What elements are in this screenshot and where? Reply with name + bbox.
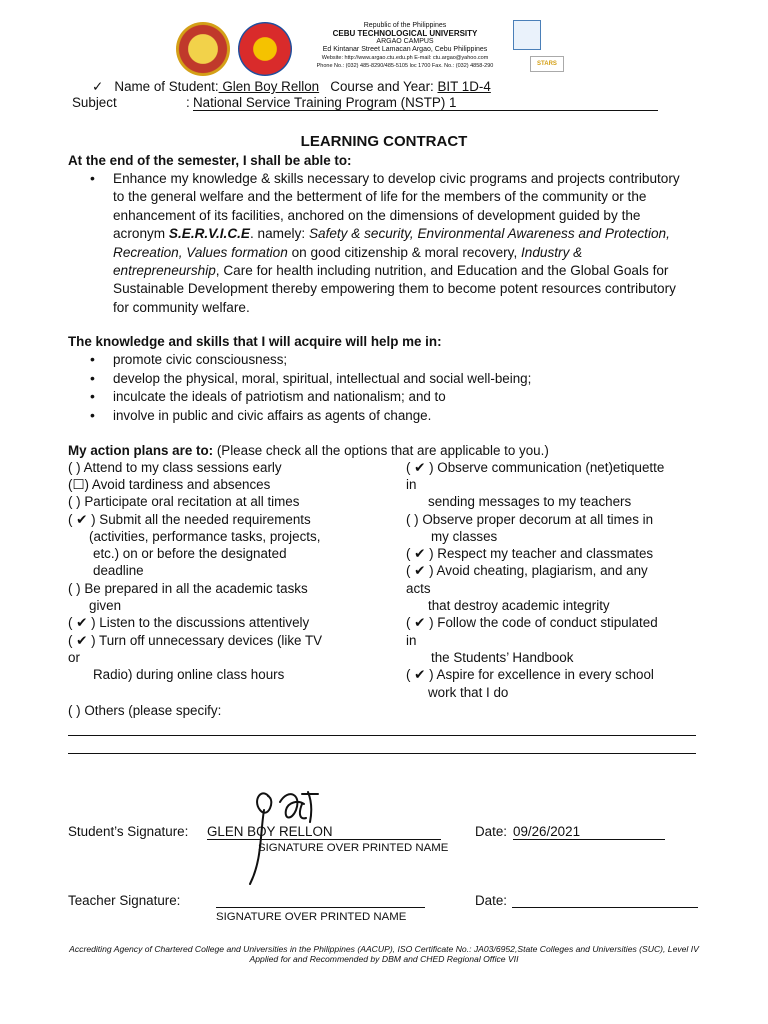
student-signature-label: Student’s Signature:	[68, 824, 189, 839]
bullet-icon: •	[90, 370, 95, 386]
action-item-right[interactable]: ( ✔ ) Avoid cheating, plagiarism, and any	[406, 563, 648, 578]
action-item-right-continued: work that I do	[428, 685, 509, 700]
action-item-right-continued: in	[406, 477, 417, 492]
action-plans-note: (Please check all the options that are applicable to you.)	[213, 443, 549, 458]
goal-paragraph	[113, 170, 683, 317]
republic-line: Republic of the Philippines	[363, 22, 447, 29]
action-item-right-continued: in	[406, 633, 417, 648]
letterhead-text	[300, 22, 510, 70]
teacher-date-line[interactable]	[512, 907, 698, 908]
action-item-right[interactable]: ( ✔ ) Observe communication (net)etiquette	[406, 460, 665, 475]
bullet-icon: •	[90, 388, 95, 404]
campus-name: ARGAO CAMPUS	[376, 38, 434, 45]
teacher-printed-name-caption: SIGNATURE OVER PRINTED NAME	[216, 911, 407, 923]
contact-line-1: Website: http://www.argao.ctu.edu.ph E-mail: ctu.argao@yahoo.com	[321, 55, 489, 61]
goal-text-4: , Care for health including nutrition, and Education and the Global Goals for Sustainable Development thereby empowering them to become potent resources contributory for community welfare.	[113, 263, 676, 315]
stars-logo: STARS	[530, 56, 564, 72]
teacher-date-label: Date:	[475, 893, 508, 908]
bullet-icon: •	[90, 170, 95, 186]
goal-text-1: Enhance my knowledge & skills necessary to develop civic programs and projects contributory to the general welfare and the betterment of life for the members of the community or the enhancement of its facilities, anchored on the dimensions of development guided by the acronym	[113, 171, 680, 242]
student-signature-value[interactable]: GLEN BOY RELLON	[207, 824, 441, 840]
bullet-icon: •	[90, 351, 95, 367]
goal-text-3: on good citizenship & moral recovery,	[287, 244, 522, 260]
action-item-left-continued: or	[68, 650, 80, 665]
asean-seal-icon	[238, 22, 292, 76]
action-item-left-continued: Radio) during online class hours	[93, 667, 285, 682]
others-line-1	[68, 735, 696, 736]
skill-item: inculcate the ideals of patriotism and nationalism; and to	[113, 389, 446, 404]
name-value: Glen Boy Rellon	[218, 79, 320, 94]
action-item-left[interactable]: ( ) Be prepared in all the academic tasks	[68, 581, 308, 596]
action-item-right[interactable]: ( ) Observe proper decorum at all times in	[406, 512, 654, 527]
iso-certification-icon	[513, 20, 541, 50]
subject-label: Subject	[72, 95, 117, 110]
action-item-left[interactable]: ( ) Participate oral recitation at all times	[68, 494, 300, 509]
action-item-right-continued: sending messages to my teachers	[428, 494, 632, 509]
action-item-left-continued: etc.) on or before the designated	[93, 546, 287, 561]
action-plans-heading-row	[68, 443, 549, 458]
action-item-left[interactable]: ( ✔ ) Turn off unnecessary devices (like TV	[68, 633, 323, 648]
checkmark-icon: ✓	[92, 79, 104, 94]
action-item-right-continued: my classes	[431, 529, 498, 544]
action-item-right[interactable]: ( ✔ ) Follow the code of conduct stipulated	[406, 615, 658, 630]
goal-text-2: . namely:	[250, 226, 309, 242]
teacher-signature-label: Teacher Signature:	[68, 893, 181, 908]
others-line-2	[68, 753, 696, 754]
action-item-right[interactable]: ( ✔ ) Respect my teacher and classmates	[406, 546, 654, 561]
course-value: BIT 1D-4	[437, 79, 491, 94]
subject-colon: :	[186, 95, 190, 110]
action-plans-heading: My action plans are to:	[68, 443, 214, 458]
goal-italic-1: Safety & security, Environmental Awareness and Protection, Recreation, Values formation	[113, 226, 670, 260]
subject-value: National Service Training Program (NSTP) 1	[193, 95, 658, 111]
action-item-left[interactable]: ( ) Attend to my class sessions early	[68, 460, 282, 475]
action-item-right[interactable]: ( ✔ ) Aspire for excellence in every school	[406, 667, 654, 682]
skills-heading: The knowledge and skills that I will acquire will help me in:	[68, 334, 442, 349]
university-name: CEBU TECHNOLOGICAL UNIVERSITY	[332, 29, 478, 38]
others-option[interactable]: ( ) Others (please specify:	[68, 703, 222, 718]
acronym: S.E.R.V.I.C.E	[168, 226, 250, 242]
printed-name-caption: SIGNATURE OVER PRINTED NAME	[258, 842, 449, 854]
action-item-left[interactable]: (☐) Avoid tardiness and absences	[68, 477, 271, 492]
course-label: Course and Year:	[330, 79, 434, 94]
action-item-left-continued: deadline	[93, 563, 144, 578]
action-item-right-continued: acts	[406, 581, 431, 596]
date-value[interactable]: 09/26/2021	[513, 824, 665, 840]
student-name-row	[92, 79, 491, 95]
action-item-left-continued: (activities, performance tasks, projects,	[89, 529, 321, 544]
date-label: Date:	[475, 824, 508, 839]
action-item-left[interactable]: ( ✔ ) Listen to the discussions attentively	[68, 615, 310, 630]
footer-accreditation: Accrediting Agency of Chartered College and Universities in the Philippines (AACUP), ISO Certificate No.: JA03/6952,State Colleges and Universities (SUC), Level IV Applied for and Recommended by DBM and CHED Regional Office VII	[69, 944, 699, 964]
skill-item: develop the physical, moral, spiritual, intellectual and social well-being;	[113, 371, 532, 386]
action-item-right-continued: that destroy academic integrity	[428, 598, 610, 613]
bullet-icon: •	[90, 407, 95, 423]
skill-item: promote civic consciousness;	[113, 352, 288, 367]
goal-italic-2: Industry & entrepreneurship	[113, 244, 583, 279]
address-line: Ed Kintanar Street Lamacan Argao, Cebu Philippines	[322, 46, 488, 53]
contact-line-2: Phone No.: (032) 485-8290/485-5105 loc 1700 Fax. No.: (032) 4858-290	[316, 63, 494, 69]
teacher-signature-line[interactable]	[216, 907, 425, 908]
goal-heading: At the end of the semester, I shall be able to:	[68, 153, 352, 168]
university-seal-icon	[176, 22, 230, 76]
name-label: Name of Student:	[114, 79, 219, 94]
page-title: LEARNING CONTRACT	[300, 133, 468, 150]
action-item-left-continued: given	[89, 598, 122, 613]
letterhead	[0, 14, 768, 70]
action-item-right-continued: the Students’ Handbook	[431, 650, 574, 665]
action-item-left[interactable]: ( ✔ ) Submit all the needed requirements	[68, 512, 311, 527]
skill-item: involve in public and civic affairs as agents of change.	[113, 408, 432, 423]
